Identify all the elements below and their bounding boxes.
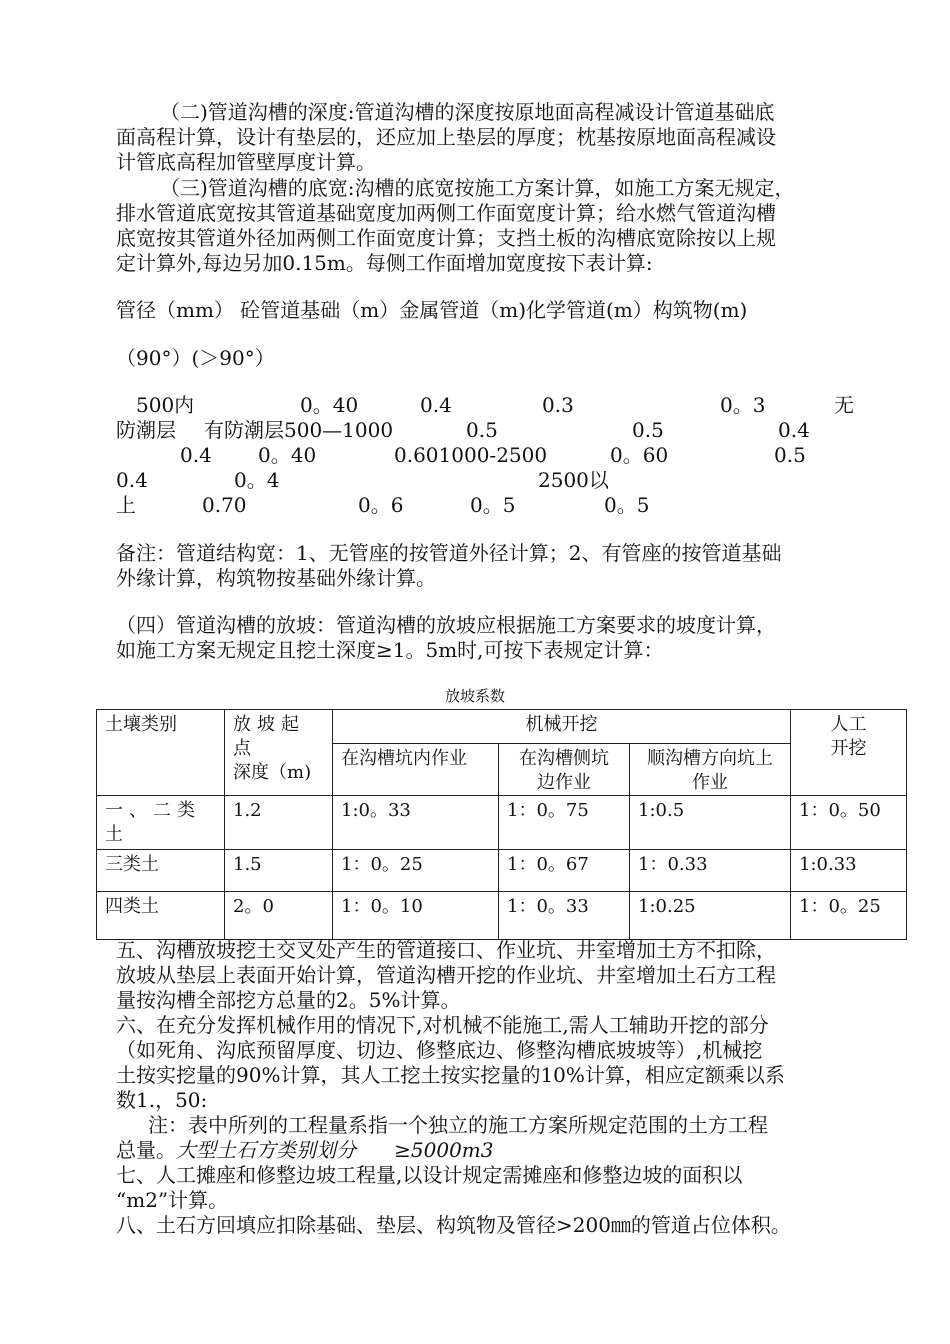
header-depth: 放坡起点 深度（m) [225,710,333,796]
width-cell: 0.601000-2500 [394,443,548,467]
cell-along: 1:0.5 [630,796,791,850]
note-line-2 [116,1138,494,1162]
width-cell: 0.4 [116,468,148,492]
para2-line-3: 计管底高程加管壁厚度计算。 [116,150,376,174]
cell-in-pit: 1：0。25 [333,850,499,892]
width-cell: 0.70 [202,493,247,517]
width-cell: 上 [116,493,136,517]
cell-soil: 三类土 [97,850,225,892]
width-cell: 500内 [136,393,195,417]
width-cell: 0.3 [542,393,574,417]
cell-side: 1：0。67 [499,850,630,892]
width-cell: 0.5 [466,418,498,442]
width-cell: 0.5 [632,418,664,442]
width-cell: 0。40 [300,393,359,417]
para7-line-1: 七、人工摊座和修整边坡工程量,以设计规定需摊座和修整边坡的面积以 [116,1163,743,1187]
cell-soil: 四类土 [97,892,225,940]
table-row [97,892,907,940]
para6-line-2: （如死角、沟底预留厚度、切边、修整底边、修整沟槽底坡坡等）,机械挖 [116,1038,763,1062]
cell-manual: 1：0。50 [791,796,907,850]
header-manual: 人工 开挖 [791,710,907,796]
header-along-trench: 顺沟槽方向坑上 作业 [630,744,791,796]
width-cell: 有防潮层500—1000 [204,418,394,442]
cell-in-pit: 1：0。10 [333,892,499,940]
header-pit-side: 在沟槽侧坑 边作业 [499,744,630,796]
width-cell: 0。40 [258,443,317,467]
slope-table-caption: 放坡系数 [444,687,505,705]
note-italic: 大型土石方类别划分 ≥5000m3 [176,1138,494,1162]
width-cell: 0.4 [180,443,212,467]
cell-side: 1：0。75 [499,796,630,850]
remark-line-1: 备注：管道结构宽：1、无管座的按管道外径计算；2、有管座的按管道基础 [116,541,782,565]
para5-line-1: 五、沟槽放坡挖土交叉处产生的管道接口、作业坑、井室增加土方不扣除， [116,938,776,962]
note-line-1: 注：表中所列的工程量系指一个独立的施工方案所规定范围的土方工程 [148,1113,768,1137]
width-cell: 0。6 [358,493,404,517]
cell-manual: 1:0.33 [791,850,907,892]
table-row [97,796,907,850]
para5-line-3: 量按沟槽全部挖方总量的2。5%计算。 [116,988,461,1012]
para6-line-3: 土按实挖量的90%计算，其人工挖土按实挖量的10%计算，相应定额乘以系 [116,1063,785,1087]
header-in-pit: 在沟槽坑内作业 [333,744,499,796]
para2-line-1: （二)管道沟槽的深度:管道沟槽的深度按原地面高程减设计管道基础底 [160,100,775,124]
header-soil: 土壤类别 [97,710,225,796]
width-cell: 2500以 [538,468,609,492]
slope-table [96,709,907,940]
width-cell: 0.4 [778,418,810,442]
para6-line-1: 六、在充分发挥机械作用的情况下,对机械不能施工,需人工辅助开挖的部分 [116,1013,769,1037]
width-cell: 0。5 [470,493,516,517]
width-table-header: 管径（mm） 砼管道基础（m）金属管道（m)化学管道(m）构筑物(m) [116,298,748,322]
para3-line-2: 排水管道底宽按其管道基础宽度加两侧工作面宽度计算；给水燃气管道沟槽 [116,201,776,225]
width-cell: 0.4 [420,393,452,417]
width-cell: 0.5 [774,443,806,467]
para3-line-1: （三)管道沟槽的底宽:沟槽的底宽按施工方案计算，如施工方案无规定， [160,176,795,200]
width-cell: 0。60 [610,443,669,467]
width-cell: 0。3 [720,393,766,417]
table-row [97,850,907,892]
para3-line-3: 底宽按其管道外径加两侧工作面宽度计算；支挡土板的沟槽底宽除按以上规 [116,226,776,250]
header-mechanical: 机械开挖 [333,710,791,744]
cell-along: 1：0.33 [630,850,791,892]
width-cell: 0。5 [604,493,650,517]
cell-depth: 1.5 [225,850,333,892]
note-prefix: 总量。 [116,1138,176,1162]
para5-line-2: 放坡从垫层上表面开始计算，管道沟槽开挖的作业坑、井室增加土石方工程 [116,963,776,987]
para4-line-1: （四）管道沟槽的放坡：管道沟槽的放坡应根据施工方案要求的坡度计算， [116,613,776,637]
width-cell: 0。4 [234,468,280,492]
para6-line-4: 数1.，50: [116,1088,208,1112]
cell-depth: 1.2 [225,796,333,850]
para8-line: 八、土石方回填应扣除基础、垫层、构筑物及管径>200㎜的管道占位体积。 [116,1213,791,1237]
cell-depth: 2。0 [225,892,333,940]
cell-in-pit: 1:0。33 [333,796,499,850]
cell-manual: 1：0。25 [791,892,907,940]
remark-line-2: 外缘计算，构筑物按基础外缘计算。 [116,566,436,590]
para4-line-2: 如施工方案无规定且挖土深度≥1。5m时,可按下表规定计算： [116,638,664,662]
para7-line-2: “m2”计算。 [116,1188,229,1212]
width-cell: 无 [834,393,854,417]
cell-along: 1:0.25 [630,892,791,940]
para3-line-4: 定计算外,每边另加0.15m。每侧工作面增加宽度按下表计算: [116,251,653,275]
para2-line-2: 面高程计算，设计有垫层的，还应加上垫层的厚度；枕基按原地面高程减设 [116,125,776,149]
width-table-angles: （90°）(＞90°） [116,346,275,370]
cell-side: 1：0。33 [499,892,630,940]
cell-soil: 一、二类 土 [97,796,225,850]
width-cell: 防潮层 [116,418,176,442]
